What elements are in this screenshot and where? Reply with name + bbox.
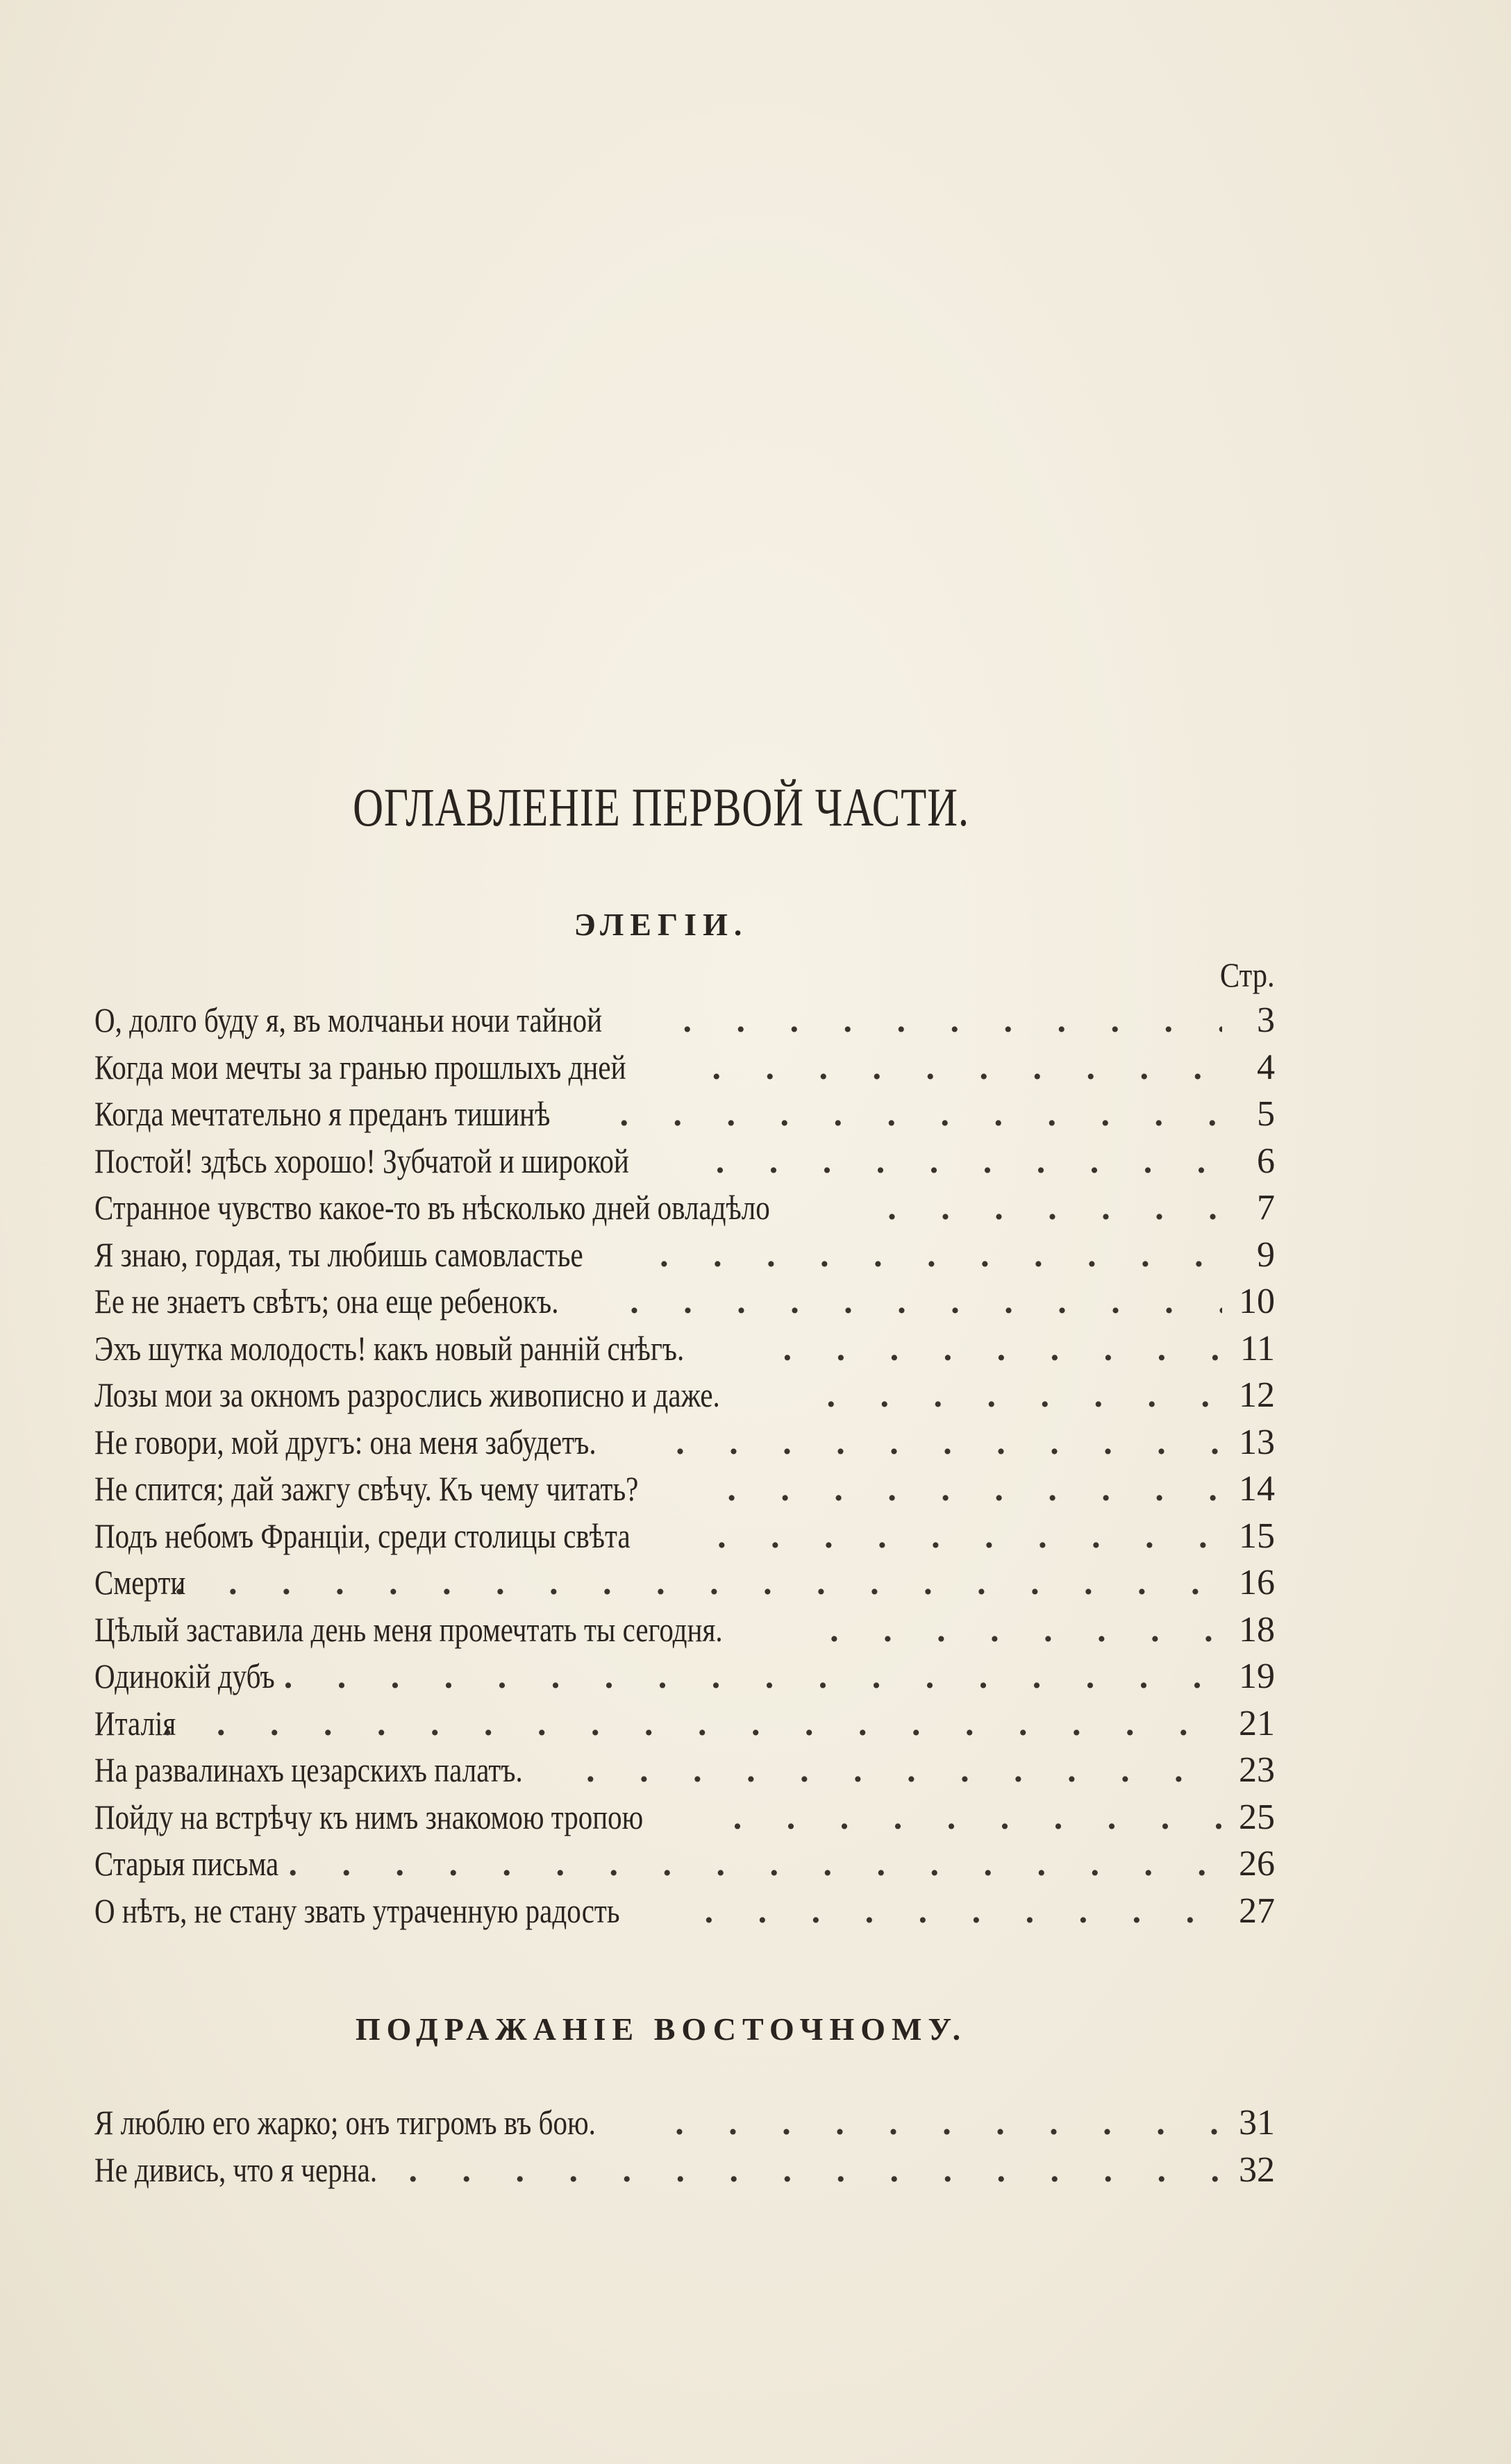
toc-entry-page: 32 (1239, 2149, 1275, 2190)
toc-entry-title: Подъ небомъ Франціи, среди столицы свѣта (94, 1516, 631, 1555)
toc-entry (94, 1609, 1275, 1657)
toc-entry-page: 16 (1239, 1563, 1275, 1602)
dot-leader (660, 1234, 1222, 1275)
toc-entry (94, 1422, 1275, 1469)
dot-leader (619, 1093, 1222, 1134)
toc-entry-page: 27 (1239, 1891, 1275, 1931)
toc-entry-page: 13 (1239, 1422, 1275, 1462)
toc-entry-page: 18 (1239, 1609, 1275, 1650)
toc-entry-title: Когда мои мечты за гранью прошлыхъ дней (94, 1047, 626, 1087)
dot-leader (586, 1750, 1222, 1790)
toc-entry (94, 1328, 1275, 1375)
toc-entry-title: Не говори, мой другъ: она меня забудетъ. (94, 1422, 596, 1461)
toc-entry-title: О нѣтъ, не стану звать утраченную радость (94, 1891, 620, 1930)
toc-entry (94, 1047, 1275, 1094)
toc-entry (94, 1797, 1275, 1844)
dot-leader (288, 1843, 1222, 1884)
toc-entry-page: 19 (1239, 1657, 1275, 1696)
dot-leader (830, 1609, 1222, 1650)
dot-leader (683, 1000, 1222, 1040)
toc-entry-title: Я люблю его жарко; онъ тигромъ въ бою. (94, 2103, 596, 2142)
dot-leader (887, 1187, 1222, 1227)
toc-entry-title: Я знаю, гордая, ты любишь самовластье (94, 1234, 583, 1274)
toc-entry (94, 1187, 1275, 1234)
toc-entry-title: Цѣлый заставила день меня промечтать ты сегодня. (94, 1609, 723, 1649)
toc-entry-page: 4 (1257, 1047, 1275, 1087)
toc-entry-page: 25 (1239, 1797, 1275, 1837)
toc-entry (94, 1281, 1275, 1328)
toc-entry (94, 1891, 1275, 1938)
toc-entry-title: Ее не знаетъ свѣтъ; она еще ребенокъ. (94, 1282, 559, 1321)
toc-entry-title: Странное чувство какое-то въ нѣсколько дней овладѣло (94, 1188, 770, 1227)
toc-entry (94, 2102, 1275, 2149)
toc-entry (94, 1750, 1275, 1797)
toc-entry-page: 21 (1239, 1703, 1275, 1743)
toc-entry-page: 26 (1239, 1844, 1275, 1884)
dot-leader (727, 1468, 1222, 1509)
toc-entry (94, 1562, 1275, 1609)
toc-entry (94, 1516, 1275, 1563)
page-column-label: Стр. (1220, 955, 1275, 994)
toc-entry (94, 1656, 1275, 1703)
section-heading-eastern: ПОДРАЖАНІЕ ВОСТОЧНОМУ. (355, 2011, 967, 2047)
toc-entry-page: 31 (1239, 2103, 1275, 2143)
toc-entry-page: 11 (1239, 1328, 1275, 1368)
toc-entry-title: Постой! здѣсь хорошо! Зубчатой и широкой (94, 1141, 629, 1180)
toc-entry-page: 14 (1239, 1469, 1275, 1509)
dot-leader (705, 1891, 1222, 1931)
dot-leader (717, 1516, 1222, 1556)
toc-entry (94, 2149, 1275, 2197)
dot-leader (716, 1141, 1222, 1181)
toc-entry-page: 15 (1239, 1516, 1275, 1556)
toc-entry-title: Смерти (94, 1563, 186, 1602)
toc-entry (94, 1375, 1275, 1422)
toc-entry-title: О, долго буду я, въ молчаньи ночи тайной (94, 1000, 603, 1039)
toc-entry (94, 1468, 1275, 1516)
dot-leader (676, 1422, 1222, 1462)
toc-entry (94, 1093, 1275, 1141)
dot-leader (284, 1656, 1222, 1696)
toc-entry (94, 1234, 1275, 1282)
dot-leader (408, 2149, 1222, 2190)
toc-entry-title: Лозы мои за окномъ разрослись живописно и даже. (94, 1375, 720, 1414)
dot-leader (733, 1797, 1222, 1837)
dot-leader (630, 1281, 1222, 1321)
toc-entry-title: Не дивись, что я черна. (94, 2149, 378, 2189)
dot-leader (163, 1703, 1222, 1743)
toc-entry (94, 1703, 1275, 1750)
dot-leader (783, 1328, 1222, 1368)
dot-leader (827, 1375, 1222, 1415)
toc-entry-title: Одинокій дубъ (94, 1657, 275, 1695)
toc-list-elegies (94, 1000, 1275, 1937)
toc-entry-title: Эхъ шутка молодость! какъ новый ранній снѣгъ. (94, 1328, 685, 1368)
dot-leader (675, 2102, 1222, 2143)
page-title: ОГЛАВЛЕНІЕ ПЕРВОЙ ЧАСТИ. (353, 777, 969, 837)
dot-leader (175, 1562, 1222, 1602)
section-heading-elegies: ЭЛЕГІИ. (574, 907, 749, 942)
toc-entry (94, 1843, 1275, 1891)
dot-leader (712, 1047, 1222, 1087)
toc-entry (94, 1000, 1275, 1047)
toc-entry-title: Италія (94, 1703, 176, 1743)
toc-entry-title: Когда мечтательно я преданъ тишинѣ (94, 1094, 551, 1133)
toc-entry-page: 23 (1239, 1750, 1275, 1790)
toc-entry-page: 10 (1239, 1282, 1275, 1321)
toc-entry (94, 1141, 1275, 1188)
toc-entry-title: На развалинахъ цезарскихъ палатъ. (94, 1750, 523, 1789)
toc-entry-page: 6 (1257, 1141, 1275, 1181)
toc-entry-page: 9 (1257, 1234, 1275, 1275)
toc-entry-title: Старыя письма (94, 1844, 279, 1883)
toc-entry-title: Пойду на встрѣчу къ нимъ знакомою тропою (94, 1797, 644, 1836)
toc-entry-page: 3 (1257, 1000, 1275, 1040)
toc-list-eastern (94, 2102, 1275, 2196)
toc-entry-page: 5 (1257, 1094, 1275, 1134)
toc-entry-page: 7 (1257, 1188, 1275, 1227)
toc-entry-title: Не спится; дай зажгу свѣчу. Къ чему читать? (94, 1469, 639, 1508)
toc-entry-page: 12 (1239, 1375, 1275, 1415)
